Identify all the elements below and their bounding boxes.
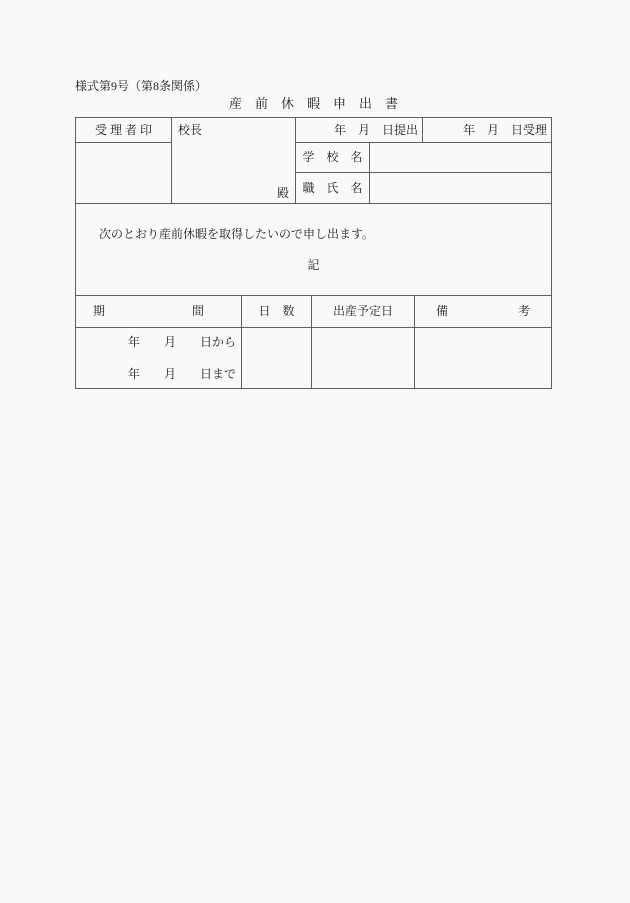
lower-table-data-row xyxy=(76,327,551,388)
honorific-label: 殿 xyxy=(276,185,289,200)
form-number: 様式第9号（第8条関係） xyxy=(75,79,208,93)
remarks-header xyxy=(415,296,551,327)
days-value-cell xyxy=(242,328,312,388)
due-date-header: 出産予定日 xyxy=(312,296,415,327)
submit-date-cell: 年 月 日提出 xyxy=(296,118,423,142)
lower-table-header-row xyxy=(76,295,551,327)
receiver-seal-column xyxy=(76,118,172,203)
school-name-row xyxy=(296,143,551,173)
dates-and-names-column xyxy=(296,118,551,203)
remarks-header-right: 考 xyxy=(517,304,530,319)
period-to-text: 年 月 日まで xyxy=(127,367,236,381)
remarks-header-left: 備 xyxy=(436,304,449,319)
position-name-value-cell xyxy=(370,173,551,203)
document-title: 産 前 休 暇 申 出 書 xyxy=(228,96,398,111)
position-name-label: 職 氏 名 xyxy=(296,173,370,203)
due-date-value-cell xyxy=(312,328,415,388)
statement-section xyxy=(76,203,551,295)
period-from-text: 年 月 日から xyxy=(127,334,236,349)
school-name-label: 学 校 名 xyxy=(296,143,370,172)
statement-text: 次のとおり産前休暇を取得したいので申し出ます。 xyxy=(99,227,375,241)
remarks-value-cell xyxy=(415,328,551,388)
period-header-right: 間 xyxy=(191,304,204,319)
principal-label: 校長 xyxy=(178,123,203,137)
period-header-left: 期 xyxy=(93,304,106,319)
position-name-row xyxy=(296,173,551,203)
receiver-seal-label: 受 理 者 印 xyxy=(76,118,171,143)
date-row xyxy=(296,118,551,143)
application-form-table xyxy=(75,117,552,389)
note-heading: 記 xyxy=(307,258,320,273)
upper-table xyxy=(76,118,551,203)
period-header xyxy=(76,296,242,327)
school-name-value-cell xyxy=(370,143,551,172)
receive-date-cell: 年 月 日受理 xyxy=(462,122,547,137)
days-header: 日 数 xyxy=(242,296,312,327)
addressee-cell xyxy=(172,118,296,203)
period-cell xyxy=(76,328,242,388)
receiver-seal-area xyxy=(76,143,171,203)
